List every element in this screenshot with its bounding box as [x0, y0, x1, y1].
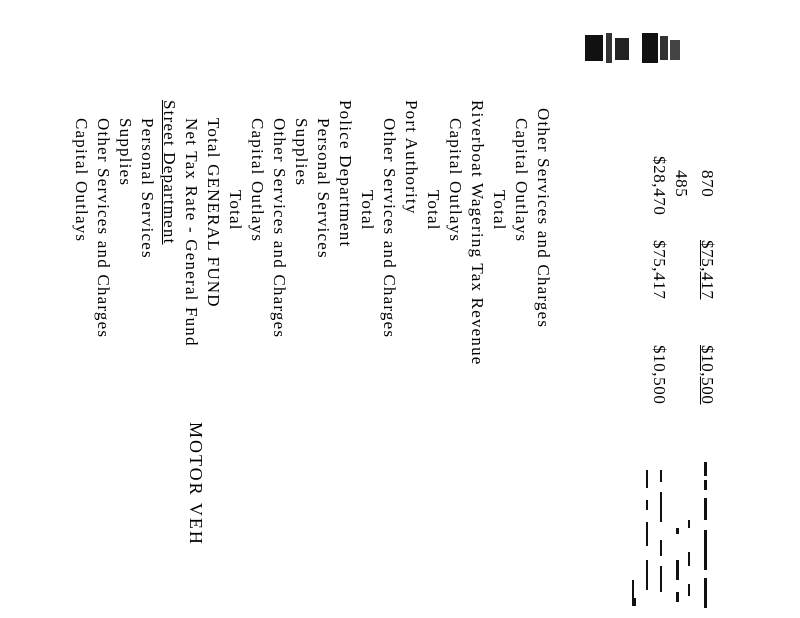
line-total-4: Total [226, 190, 245, 231]
line-capital-outlays-4: Capital Outlays [72, 118, 91, 243]
line-capital-outlays-1: Capital Outlays [512, 118, 531, 243]
line-capital-outlays-2: Capital Outlays [446, 118, 465, 243]
amount-a-3: $28,470 [650, 156, 669, 216]
line-motor-vehicle-heading: MOTOR VEH [186, 422, 206, 546]
line-police-department: Police Department [336, 100, 355, 248]
line-other-services-charges-4: Other Services and Charges [94, 118, 113, 339]
line-total-1: Total [490, 190, 509, 231]
amount-c-1: $10,500 [698, 345, 717, 405]
line-capital-outlays-3: Capital Outlays [248, 118, 267, 243]
line-total-2: Total [424, 190, 443, 231]
line-street-department: Street Department [160, 100, 179, 245]
line-personal-services-1: Personal Services [314, 118, 333, 259]
line-supplies-2: Supplies [116, 118, 135, 187]
amount-b-2: $75,417 [650, 240, 669, 300]
line-port-authority: Port Authority [402, 100, 421, 215]
line-total-general-fund: Total GENERAL FUND [204, 118, 223, 308]
line-net-tax-rate: Net Tax Rate - General Fund [182, 118, 201, 347]
line-riverboat-wagering-tax: Riverboat Wagering Tax Revenue [468, 100, 487, 366]
amount-a-1: 870 [698, 170, 717, 198]
line-total-3: Total [358, 190, 377, 231]
line-other-services-charges-1: Other Services and Charges [534, 108, 553, 329]
line-personal-services-2: Personal Services [138, 118, 157, 259]
line-supplies-1: Supplies [292, 118, 311, 187]
line-other-services-charges-3: Other Services and Charges [270, 118, 289, 339]
amount-b-1: $75,417 [698, 240, 717, 300]
amount-c-2: $10,500 [650, 345, 669, 405]
line-other-services-charges-2: Other Services and Charges [380, 118, 399, 339]
amount-a-2: 485 [672, 170, 691, 198]
